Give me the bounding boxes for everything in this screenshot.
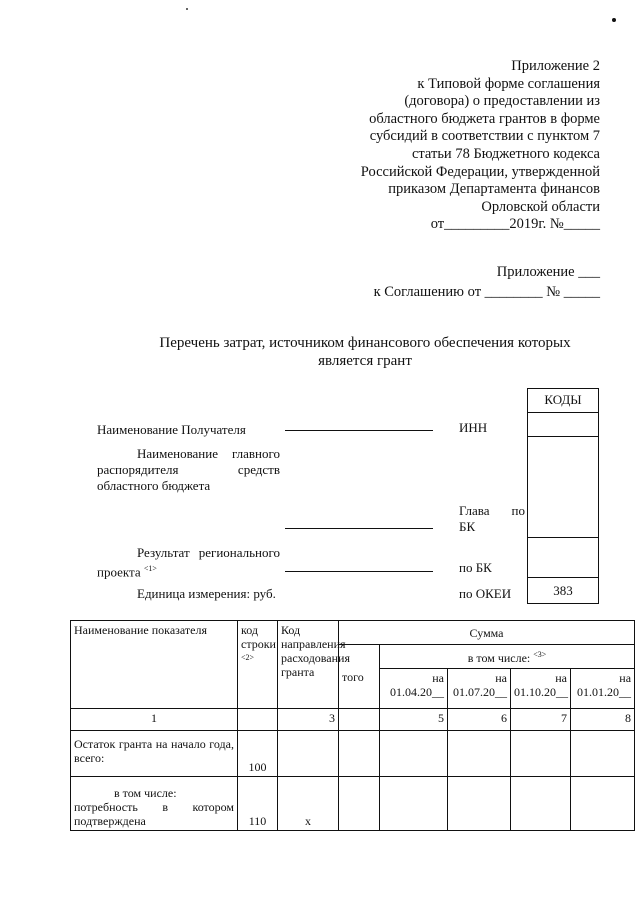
header-line: к Типовой форме соглашения [417, 75, 600, 92]
table-cell [448, 777, 511, 831]
header-line: приказом Департамента финансов [388, 181, 600, 198]
attachment-line: к Соглашению от ________ № _____ [373, 284, 600, 300]
codes-box [527, 388, 599, 604]
bk-code-cell [528, 537, 598, 577]
col-number: 3 [278, 709, 339, 731]
col-number [339, 709, 380, 731]
header-line: (договора) о предоставлении из [404, 93, 600, 110]
header-line: Орловской области [481, 198, 600, 215]
manager-label-3: областного бюджета [97, 478, 211, 493]
row-name-line-1: в том числе: [114, 786, 177, 800]
attachment-line: Приложение ___ [496, 264, 600, 280]
col-header-direction: Код направления расходования гранта [278, 621, 339, 709]
header-line: Российской Федерации, утвержденной [360, 163, 600, 180]
appendix-header [300, 58, 600, 234]
unit-label: Единица измерения: руб. [137, 586, 276, 601]
manager-label-2: распорядителя средств [97, 462, 280, 477]
page-dot-mark [612, 18, 616, 22]
header-line: от_________2019г. №_____ [430, 216, 600, 233]
row-direction [278, 731, 339, 777]
title-line: Перечень затрат, источником финансового обеспечения которых [159, 335, 571, 351]
col-number: 7 [511, 709, 571, 731]
col-header-sum: Сумма [339, 621, 635, 645]
col-header-date: на 01.07.20__ [448, 669, 511, 709]
header-line: субсидий в соответствии с пунктом 7 [369, 128, 600, 145]
table-row [71, 777, 635, 831]
table-cell [511, 731, 571, 777]
col-header-date: на 01.01.20__ [571, 669, 635, 709]
bk-label: по БК [459, 560, 492, 575]
inn-code-cell [528, 412, 598, 436]
agreement-attachment [374, 262, 600, 302]
recipient-line [285, 430, 433, 431]
manager-line [285, 528, 433, 529]
table-cell [511, 777, 571, 831]
col-header-name: Наименование показателя [71, 621, 238, 709]
manager-label-1: Наименование главного [137, 446, 280, 461]
inn-label: ИНН [459, 420, 488, 435]
table-cell [448, 731, 511, 777]
table-cell [380, 731, 448, 777]
head-label-2: БК [459, 519, 476, 534]
cost-table [70, 620, 635, 831]
table-cell [571, 777, 635, 831]
table-cell [380, 777, 448, 831]
okei-code-cell: 383 [528, 577, 598, 603]
row-name: Остаток гранта на начало года, всего: [71, 731, 238, 777]
header-line: областного бюджета грантов в форме [369, 110, 600, 127]
col-header-including: в том числе: $^{<3>}$ [380, 645, 635, 669]
result-line [285, 571, 433, 572]
header-line: Приложение 2 [511, 58, 600, 74]
title-line: является грант [318, 353, 412, 369]
row-code: 100 [238, 731, 278, 777]
row-direction: x [278, 777, 339, 831]
row-name [71, 777, 238, 831]
row-name-line-2: потребность в котором подтверждена [74, 800, 234, 828]
col-header-code: код строки $^{<2>}$ [238, 621, 278, 709]
okei-label: по ОКЕИ [459, 586, 512, 601]
head-label-1: Глава по [459, 503, 525, 518]
col-number [238, 709, 278, 731]
col-number: 6 [448, 709, 511, 731]
table-cell [339, 777, 380, 831]
result-label-2: проекта $^{<1>}$ [97, 564, 157, 580]
header-line: статьи 78 Бюджетного кодекса [411, 145, 600, 162]
table-row [71, 731, 635, 777]
col-number: 1 [71, 709, 238, 731]
col-header-date: на 01.04.20__ [380, 669, 448, 709]
row-code: 110 [238, 777, 278, 831]
col-header-date: на 01.10.20__ [511, 669, 571, 709]
col-number: 8 [571, 709, 635, 731]
col-number: 5 [380, 709, 448, 731]
result-label-1: Результат регионального [137, 545, 280, 560]
codes-header: КОДЫ [544, 392, 582, 407]
document-title [140, 334, 590, 370]
col-header-total: того [339, 645, 380, 709]
table-cell [571, 731, 635, 777]
recipient-label: Наименование Получателя [97, 422, 246, 437]
scan-speck [186, 8, 188, 10]
head-code-cell [528, 436, 598, 537]
table-cell [339, 731, 380, 777]
